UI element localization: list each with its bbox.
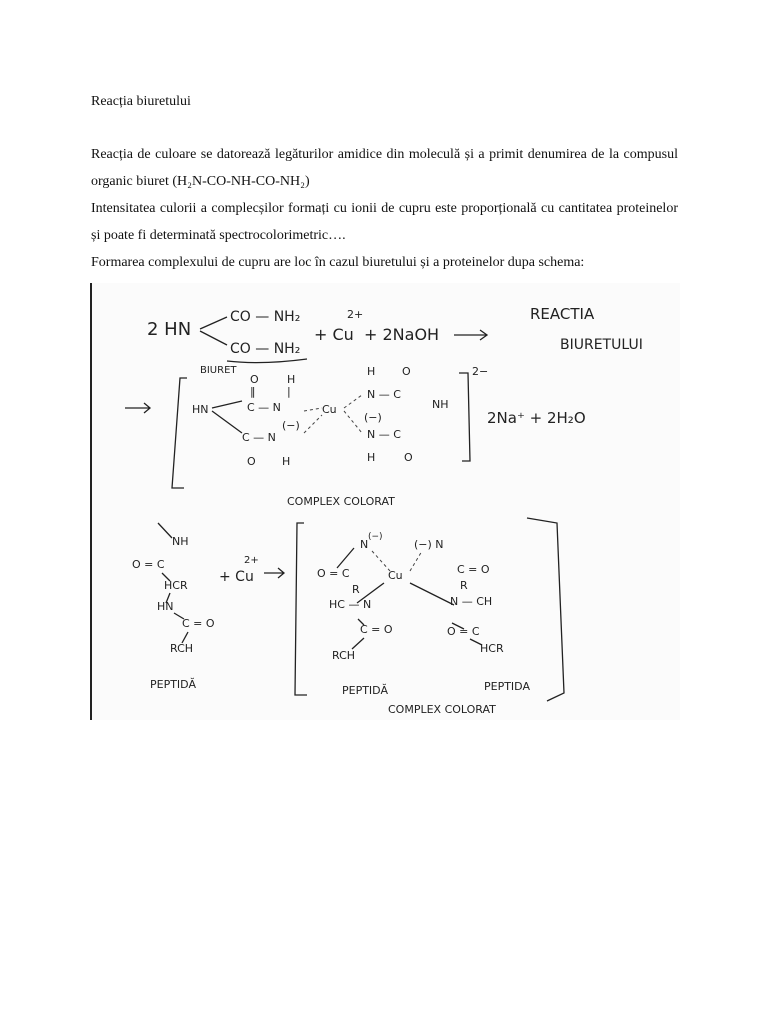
eq1-co-nh2-bottom: CO — NH₂	[230, 341, 301, 357]
svg-text:C = O: C = O	[360, 623, 393, 636]
complex1-products: 2Na⁺ + 2H₂O	[487, 409, 586, 427]
complex1-bracket-left	[172, 378, 187, 488]
svg-text:‖: ‖	[250, 385, 256, 398]
complex2-bracket-left	[295, 523, 307, 695]
svg-text:O: O	[247, 455, 256, 468]
peptide-plus-cu: + Cu	[219, 569, 254, 585]
svg-text:RCH: RCH	[170, 642, 194, 655]
svg-text:HN: HN	[157, 600, 174, 613]
svg-text:(−) N: (−) N	[414, 538, 444, 551]
svg-text:|: |	[287, 385, 291, 398]
svg-text:NH: NH	[432, 398, 449, 411]
label-biuret: BIURET	[200, 365, 237, 376]
svg-text:RCH: RCH	[332, 649, 356, 662]
eq1-bonds	[200, 317, 227, 345]
svg-text:Cu: Cu	[322, 403, 337, 416]
svg-text:H: H	[282, 455, 291, 468]
svg-text:O: O	[250, 373, 259, 386]
label-peptida-left: PEPTIDĂ	[342, 684, 388, 697]
svg-text:NH: NH	[172, 535, 189, 548]
peptide-charge: 2+	[244, 555, 259, 566]
complex1-bracket-right	[459, 373, 470, 461]
svg-text:Cu: Cu	[388, 569, 403, 582]
label-peptida-right: PEPTIDA	[484, 680, 530, 693]
svg-text:HN: HN	[192, 403, 209, 416]
svg-text:(−): (−)	[364, 411, 382, 424]
eq1-charge: 2+	[347, 308, 364, 321]
svg-text:HCR: HCR	[164, 579, 188, 592]
paragraph-scheme-intro: Formarea complexului de cupru are loc în cazul biuretului și a proteinelor dupa schema:	[91, 255, 585, 270]
complex1-charge: 2−	[472, 365, 489, 378]
svg-text:N — C: N — C	[367, 428, 401, 441]
svg-text:O: O	[402, 365, 411, 378]
svg-text:HCR: HCR	[480, 642, 504, 655]
svg-text:C = O: C = O	[457, 563, 490, 576]
handwritten-title-2: BIURETULUI	[560, 337, 643, 353]
eq1-plus-naoh: + 2NaOH	[364, 325, 440, 344]
svg-text:O: O	[404, 451, 413, 464]
complex2-bracket-right	[527, 518, 564, 701]
complex1-bonds	[212, 401, 242, 433]
section-title: Reacția biuretului	[91, 94, 191, 109]
handwritten-title-1: REACTIA	[530, 305, 595, 323]
svg-text:H: H	[367, 365, 376, 378]
eq1-arrow	[454, 330, 487, 340]
biuret-underline	[227, 359, 307, 363]
label-complex-colorat-2: COMPLEX COLORAT	[388, 703, 496, 716]
svg-text:O = C: O = C	[132, 558, 165, 571]
svg-text:C — N: C — N	[242, 431, 276, 444]
svg-text:C = O: C = O	[182, 617, 215, 630]
handwritten-reaction-scheme	[90, 283, 680, 720]
svg-text:N — CH: N — CH	[450, 595, 493, 608]
svg-text:(−): (−)	[368, 532, 383, 542]
reaction-scheme-drawing	[92, 283, 680, 720]
eq1-2hn: 2 HN	[147, 319, 192, 340]
paragraph-intro: Reacția de culoare se datorează legăturilor amidice din moleculă și a primit denumirea de la compusul organic biuret (H₂N-CO-NH-CO-NH₂)	[91, 147, 678, 189]
peptide-reactant-structure	[132, 535, 215, 655]
svg-text:H: H	[367, 451, 376, 464]
complex1-arrow	[125, 403, 150, 413]
complex2-coordination	[372, 551, 422, 571]
svg-text:N: N	[360, 538, 369, 551]
svg-text:O = C: O = C	[447, 625, 480, 638]
eq1-plus-cu: + Cu	[314, 325, 354, 344]
svg-text:C — N: C — N	[247, 401, 281, 414]
paragraph-intensity: Intensitatea culorii a complecșilor formați cu ionii de cupru este proporțională cu cantitatea proteinelor și poate fi determinată spectrocolorimetric….	[91, 201, 678, 243]
peptide-arrow	[264, 568, 284, 578]
svg-text:HC — N: HC — N	[329, 598, 372, 611]
svg-text:H: H	[287, 373, 296, 386]
svg-text:(−): (−)	[282, 419, 300, 432]
eq1-co-nh2-top: CO — NH₂	[230, 309, 301, 325]
complex1-structure	[192, 365, 449, 468]
label-peptida-reactant: PEPTIDĂ	[150, 678, 196, 691]
svg-text:O = C: O = C	[317, 567, 350, 580]
svg-text:R: R	[460, 579, 468, 592]
svg-text:N — C: N — C	[367, 388, 401, 401]
label-complex-colorat-1: COMPLEX COLORAT	[287, 495, 395, 508]
svg-text:R: R	[352, 583, 360, 596]
